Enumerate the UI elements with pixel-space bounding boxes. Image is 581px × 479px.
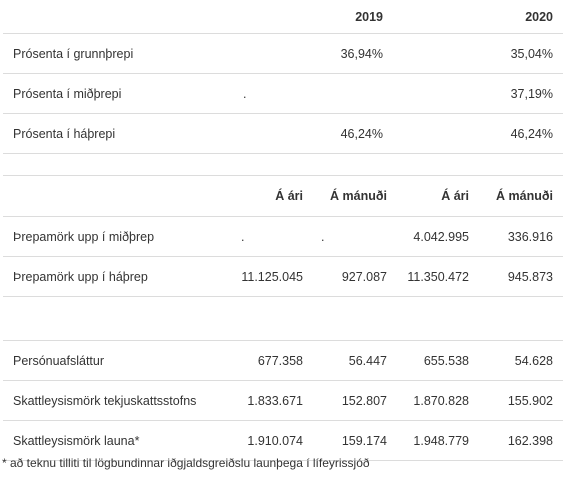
table-row xyxy=(3,381,563,421)
value-2019: 46,24% xyxy=(233,114,393,154)
header-2020: 2020 xyxy=(525,9,553,24)
row-label: Prósenta í miðþrepi xyxy=(3,74,233,114)
value-2020-year: 4.042.995 xyxy=(397,217,479,257)
value-2020-month: 336.916 xyxy=(479,217,563,257)
table-header-row xyxy=(3,0,563,34)
row-label: Skattleysismörk tekjuskattsstofns xyxy=(3,381,233,421)
row-label: Þrepamörk upp í háþrep xyxy=(3,257,233,297)
header-2019: 2019 xyxy=(355,9,383,24)
table-row xyxy=(3,74,563,114)
value-2020-month: 54.628 xyxy=(479,341,563,381)
value-2020-year: 11.350.472 xyxy=(397,257,479,297)
thresholds-table xyxy=(3,175,563,461)
value-2019-year: 677.358 xyxy=(233,341,313,381)
tax-rate-table xyxy=(3,0,563,154)
row-label: Þrepamörk upp í miðþrep xyxy=(3,217,233,257)
footnote: * að teknu tilliti til lögbundinnar iðgjaldsgreiðslu launþega í lífeyrissjóð xyxy=(2,456,370,470)
header-2019-month: Á mánuði xyxy=(313,176,397,217)
value-2019: 36,94% xyxy=(233,34,393,74)
table-row xyxy=(3,217,563,257)
table-row xyxy=(3,421,563,461)
value-2019-year: . xyxy=(233,217,313,257)
table-row xyxy=(3,257,563,297)
spacer-row xyxy=(3,297,563,341)
value-2020: 46,24% xyxy=(393,114,563,154)
value-2020-year: 655.538 xyxy=(397,341,479,381)
value-2019-month: 927.087 xyxy=(313,257,397,297)
value-2019-year: 1.833.671 xyxy=(233,381,313,421)
value-2019-month: 56.447 xyxy=(313,341,397,381)
table-row xyxy=(3,341,563,381)
row-label: Prósenta í grunnþrepi xyxy=(3,34,233,74)
row-label: Skattleysismörk launa* xyxy=(3,421,233,461)
table-row xyxy=(3,114,563,154)
row-label: Persónuafsláttur xyxy=(3,341,233,381)
value-2019-month: . xyxy=(313,217,397,257)
table-header-row xyxy=(3,176,563,217)
header-empty xyxy=(3,176,233,217)
value-2020-year: 1.948.779 xyxy=(397,421,479,461)
value-2019-month: 152.807 xyxy=(313,381,397,421)
table-row xyxy=(3,34,563,74)
value-2019-year: 11.125.045 xyxy=(233,257,313,297)
value-2020-month: 155.902 xyxy=(479,381,563,421)
row-label: Prósenta í háþrepi xyxy=(3,114,233,154)
value-2020-month: 945.873 xyxy=(479,257,563,297)
header-empty xyxy=(3,0,233,34)
value-2019-year: 1.910.074 xyxy=(233,421,313,461)
value-2020: 35,04% xyxy=(393,34,563,74)
header-2019-year: Á ári xyxy=(233,176,313,217)
value-2019-month: 159.174 xyxy=(313,421,397,461)
value-2019: . xyxy=(233,74,393,114)
header-2020-month: Á mánuði xyxy=(479,176,563,217)
value-2020-month: 162.398 xyxy=(479,421,563,461)
value-2020-year: 1.870.828 xyxy=(397,381,479,421)
header-2020-year: Á ári xyxy=(397,176,479,217)
value-2020: 37,19% xyxy=(393,74,563,114)
